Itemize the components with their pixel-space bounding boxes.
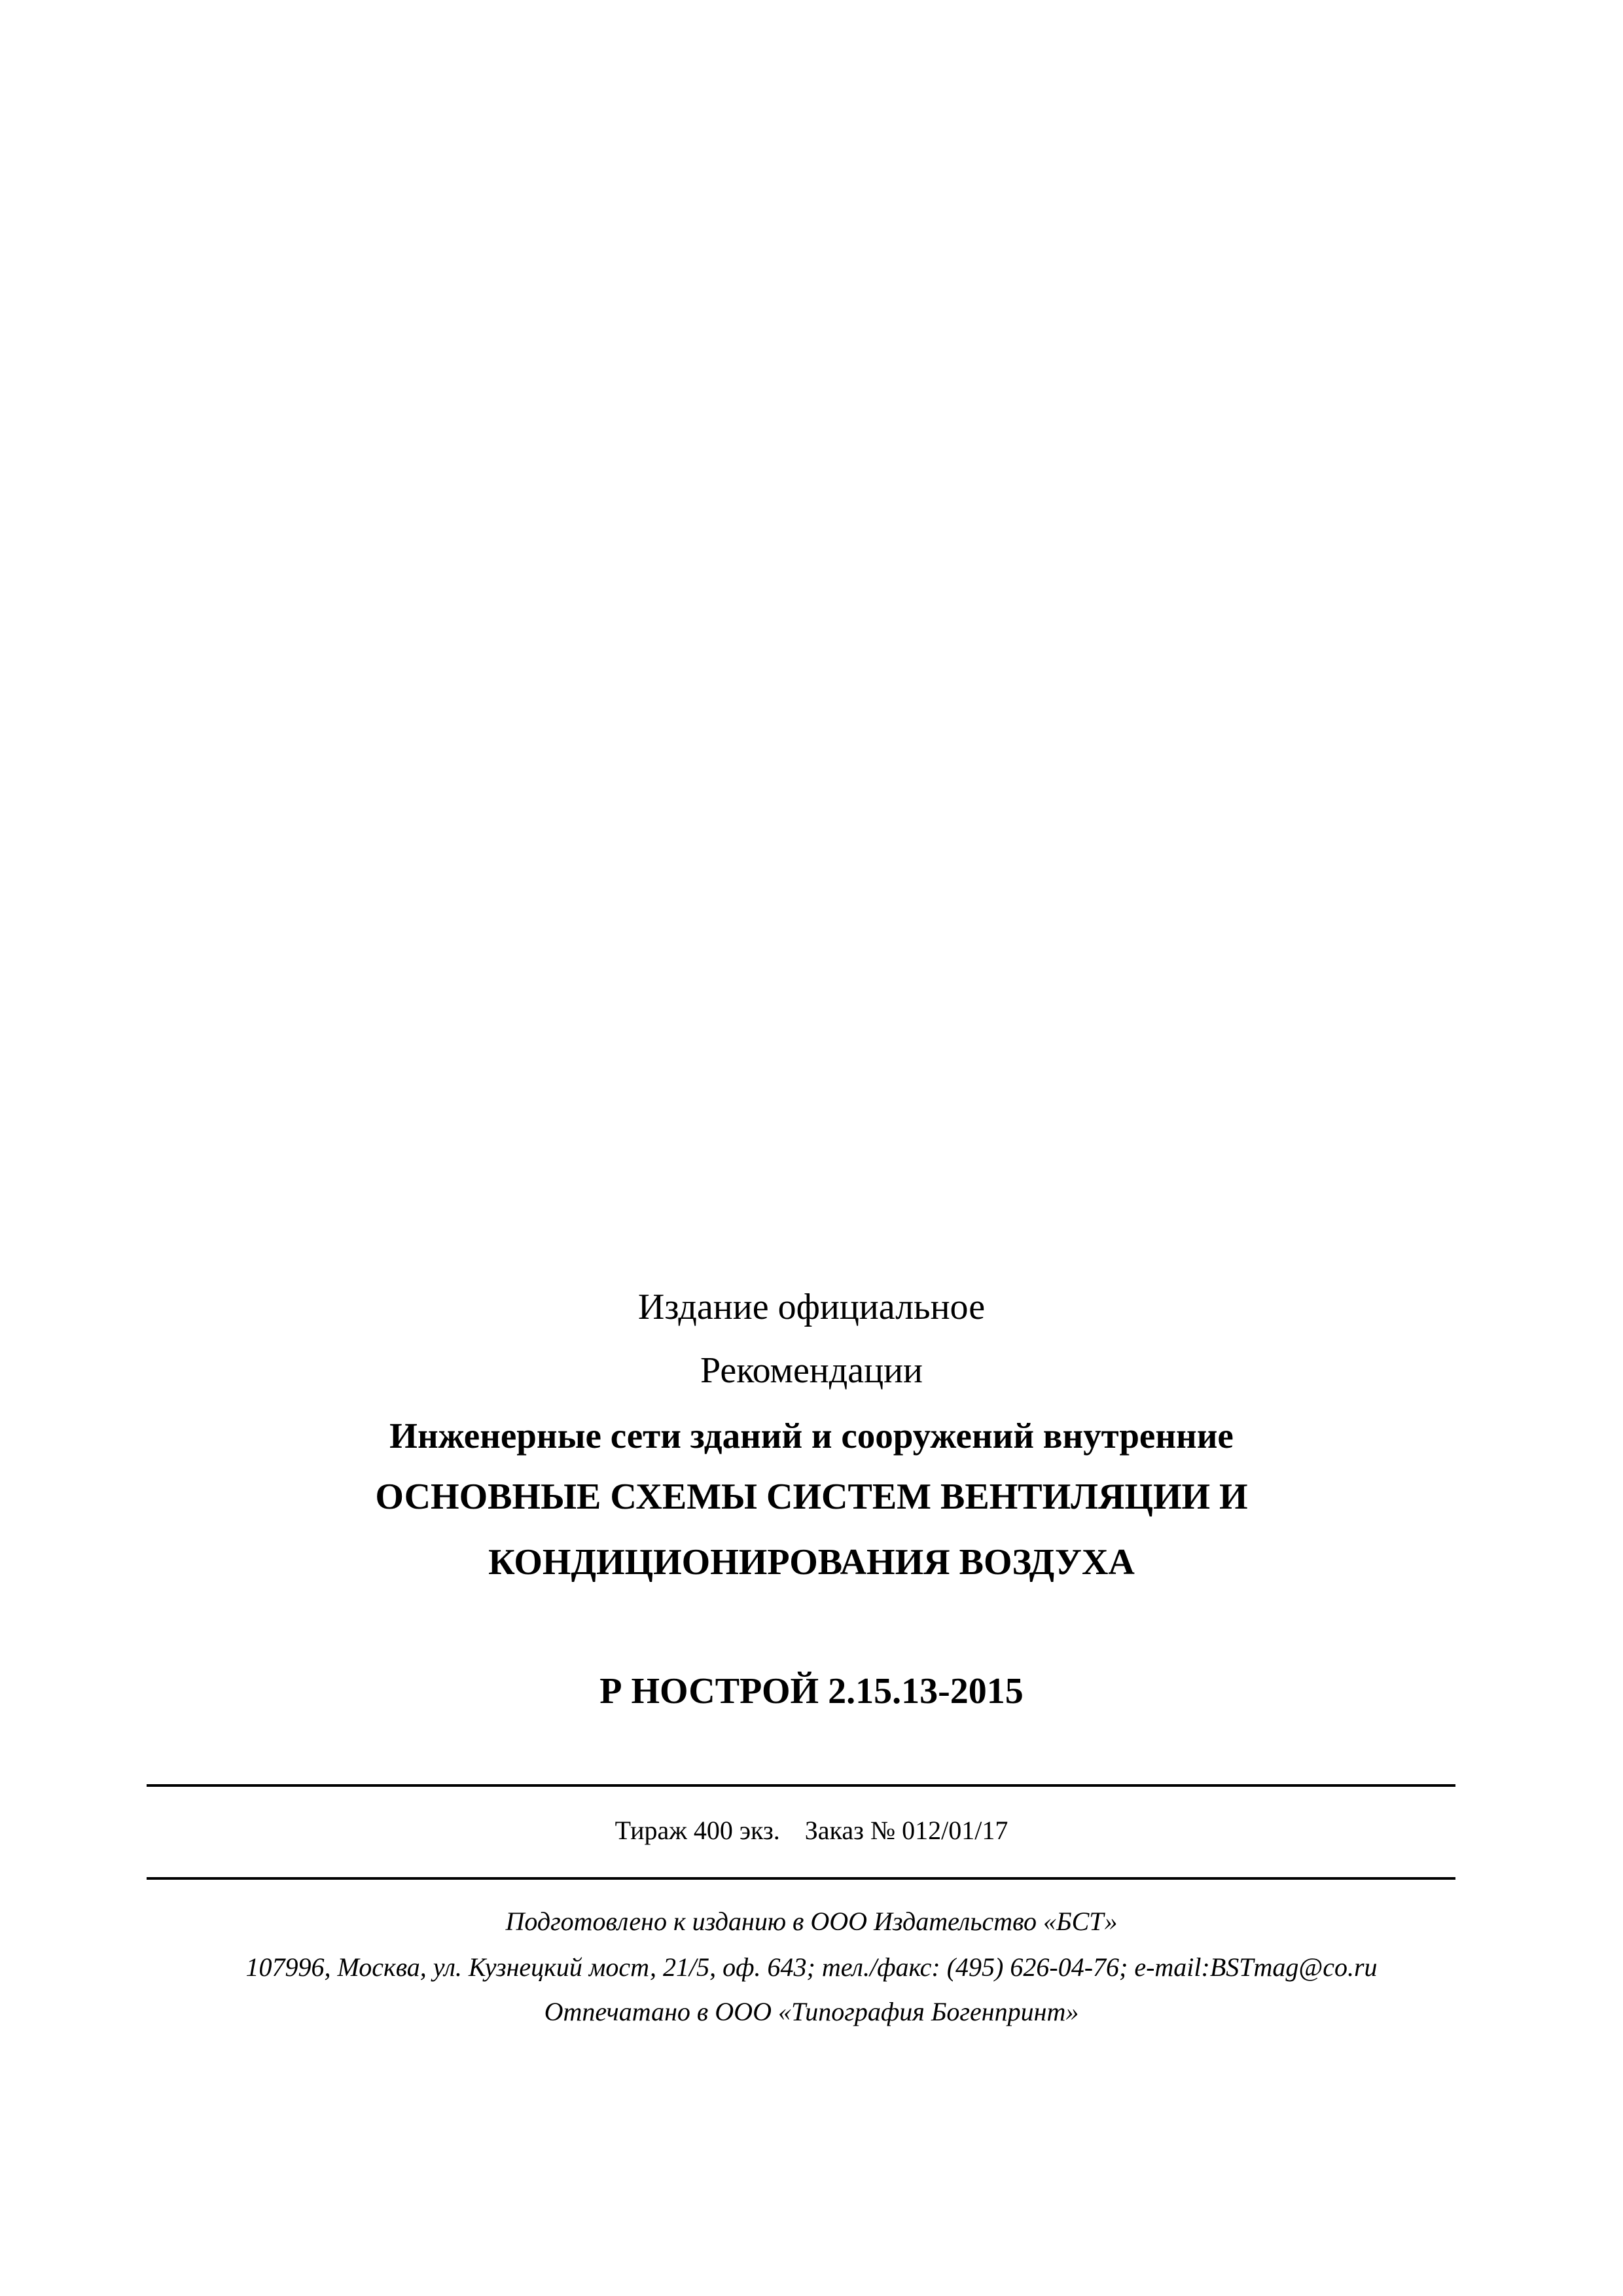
divider-top xyxy=(147,1784,1455,1787)
document-title-line-2: КОНДИЦИОНИРОВАНИЯ ВОЗДУХА xyxy=(488,1542,1135,1583)
printer-text: Отпечатано в ООО «Типография Богенпринт» xyxy=(544,1997,1079,2026)
divider-bottom xyxy=(147,1877,1455,1880)
document-code: Р НОСТРОЙ 2.15.13-2015 xyxy=(599,1671,1024,1712)
document-subtitle: Инженерные сети зданий и сооружений внутренние xyxy=(389,1416,1234,1456)
print-info xyxy=(0,1815,1623,1846)
document-type: Рекомендации xyxy=(700,1350,923,1391)
edition-label: Издание официальное xyxy=(637,1287,986,1327)
circulation-text: Тираж 400 экз. xyxy=(615,1816,780,1845)
publisher-address: 107996, Москва, ул. Кузнецкий мост, 21/5, оф. 643; тел./факс: (495) 626-04-76; e-mail:BSTmag@co.ru xyxy=(245,1952,1378,1982)
document-title-line-1: ОСНОВНЫЕ СХЕМЫ СИСТЕМ ВЕНТИЛЯЦИИ И xyxy=(375,1477,1248,1517)
order-number-text: Заказ № 012/01/17 xyxy=(804,1816,1008,1845)
publisher-text: Подготовлено к изданию в ООО Издательство «БСТ» xyxy=(505,1907,1118,1936)
